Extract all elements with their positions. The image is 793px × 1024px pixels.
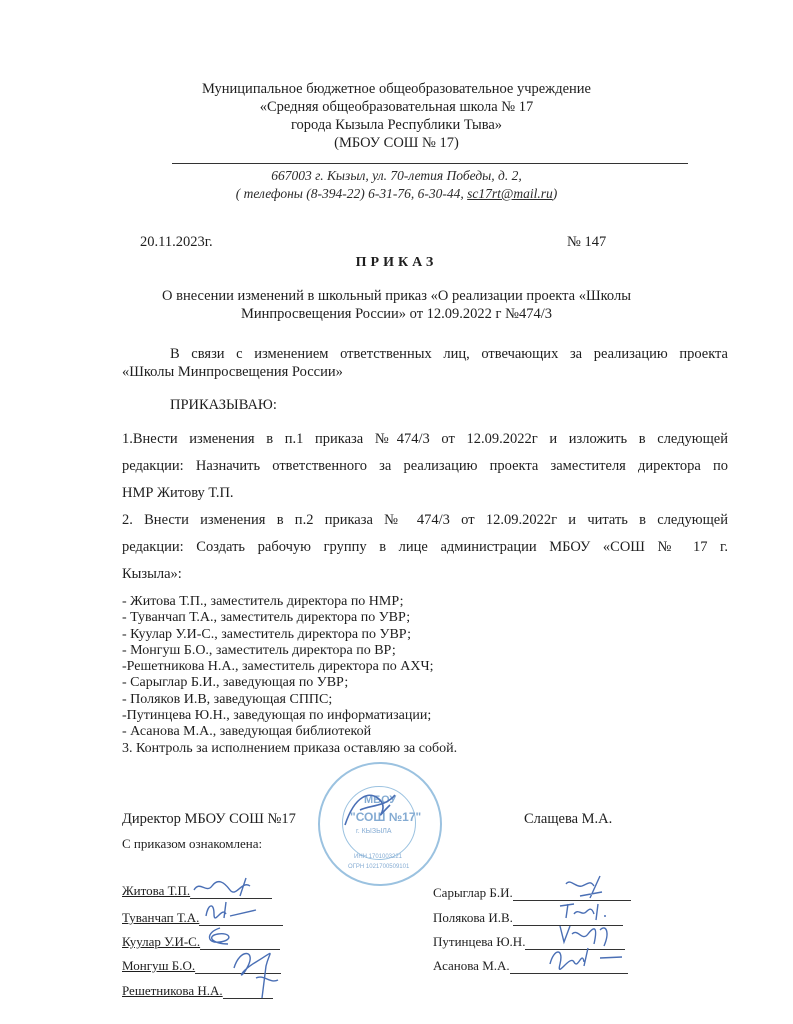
phones-text: ( телефоны (8-394-22) 6-31-76, 6-30-44,: [235, 186, 468, 201]
handwritten-signature: [560, 874, 610, 900]
phones-suffix: ): [552, 186, 558, 201]
working-group-list: [122, 594, 457, 757]
list-item: - Куулар У.И-С., заместитель директора по УВР;: [122, 626, 411, 642]
item3-control: 3. Контроль за исполнением приказа оставляю за собой.: [122, 740, 458, 756]
handwritten-signature: [200, 898, 260, 922]
ack-name: Решетникова Н.А.: [122, 983, 223, 998]
ack-name: Куулар У.И-С.: [122, 934, 201, 949]
header-divider: [172, 163, 688, 164]
institution-address: 667003 г. Кызыл, ул. 70-летия Победы, д. 2,: [271, 168, 522, 183]
list-item: -Путинцева Ю.Н., заведующая по информатизации;: [122, 708, 432, 724]
preamble-line1: В связи с изменением ответственных лиц, отвечающих за реализацию проекта: [170, 346, 728, 362]
document-title: ПРИКАЗ: [355, 255, 438, 270]
list-item: - Житова Т.П., заместитель директора по НМР;: [122, 594, 404, 609]
order-subject-line1: О внесении изменений в школьный приказ «О реализации проекта «Школы: [162, 288, 631, 304]
stamp-ogrn-text: ОГРН 1021700509101: [348, 864, 410, 870]
order-date: 20.11.2023г.: [140, 234, 213, 250]
item1-line2: редакции: Назначить ответственного за реализацию проекта заместителя директора по: [122, 458, 728, 474]
director-name: Слащева М.А.: [524, 811, 613, 827]
preamble-line2: «Школы Минпросвещения России»: [122, 364, 343, 380]
director-signature: [340, 785, 400, 835]
item2-line3: Кызыла»:: [122, 566, 182, 582]
handwritten-signature: [556, 898, 608, 922]
list-item: - Монгуш Б.О., заместитель директора по ВР;: [122, 642, 396, 658]
ack-name: Житова Т.П.: [122, 883, 191, 898]
list-item: - Туванчап Т.А., заместитель директора по УВР;: [122, 610, 411, 626]
acknowledgement-label: С приказом ознакомлена:: [122, 836, 263, 851]
list-item: - Асанова М.А., заведующая библиотекой: [122, 724, 372, 740]
stamp-top-text: МБОУ: [364, 794, 397, 806]
ack-name: Асанова М.А.: [433, 958, 510, 973]
order-command: ПРИКАЗЫВАЮ:: [170, 397, 277, 413]
institution-name-line1: Муниципальное бюджетное общеобразовательное учреждение: [202, 81, 591, 97]
ack-name: Сарыглар Б.И.: [433, 885, 513, 900]
institution-contacts: [0, 185, 793, 203]
item2-line2: редакции: Создать рабочую группу в лице администрации МБОУ «СОШ № 17 г.: [122, 539, 728, 555]
ack-name: Туванчап Т.А.: [122, 910, 200, 925]
item2-line1: 2. Внести изменения в п.2 приказа № 474/3 от 12.09.2022г и читать в следующей: [122, 512, 728, 528]
list-item: -Решетникова Н.А., заместитель директора по АХЧ;: [122, 659, 434, 675]
stamp-city-text: г. КЫЗЫЛА: [356, 828, 392, 835]
order-number: № 147: [567, 234, 607, 250]
stamp-inn-text: ИНН 1701003221: [354, 854, 403, 860]
order-subject-line2: Минпросвещения России» от 12.09.2022 г №474/3: [241, 306, 552, 322]
list-item: - Сарыглар Б.И., заведующая по УВР;: [122, 675, 349, 691]
handwritten-signature: [190, 876, 260, 898]
ack-name: Полякова И.В.: [433, 910, 513, 925]
email-link[interactable]: sc17rt@mail.ru: [467, 186, 553, 201]
handwritten-signature: [226, 944, 286, 1002]
handwritten-signature: [544, 944, 624, 970]
stamp-middle-text: "СОШ №17": [350, 810, 422, 824]
director-title: Директор МБОУ СОШ №17: [122, 811, 296, 827]
item1-line1: 1.Внести изменения в п.1 приказа №474/3 от 12.09.2022г и изложить в следующей: [122, 431, 728, 447]
list-item: - Поляков И.В, заведующая СППС;: [122, 691, 333, 707]
institution-name-line2: «Средняя общеобразовательная школа № 17: [259, 99, 534, 115]
institution-name-line3: города Кызыла Республики Тыва»: [290, 117, 503, 133]
institution-abbreviation: (МБОУ СОШ № 17): [334, 135, 459, 151]
ack-name: Путинцева Ю.Н.: [433, 934, 526, 949]
item1-line3: НМР Житову Т.П.: [122, 485, 234, 501]
ack-name: Монгуш Б.О.: [122, 958, 196, 973]
